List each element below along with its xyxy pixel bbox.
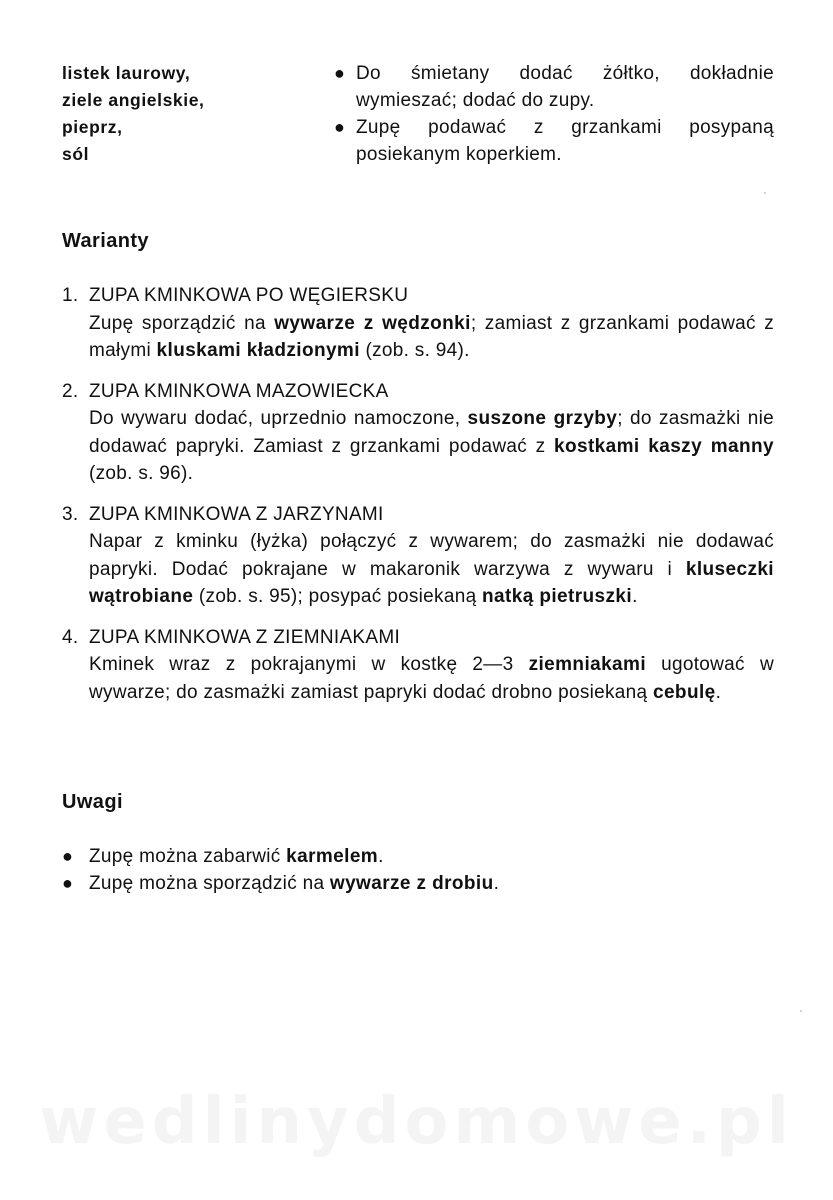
bold-term: ziemniakami [528, 654, 646, 675]
variant-title [62, 624, 774, 652]
variant-description [89, 528, 774, 611]
text-segment: ; do zasmażki nie dodawać papryki. Zamiast z grzankami podawać z [89, 408, 774, 457]
variant-title [62, 378, 774, 406]
ingredient-item: ziele angielskie, [62, 90, 205, 110]
variant-item [62, 378, 774, 488]
watermark-text: wedlinydomowe.pl [39, 1085, 794, 1159]
step-text: Do śmietany dodać żółtko, dokładnie wymieszać; dodać do zupy. [356, 63, 774, 111]
bold-term: kluseczki wątrobiane [89, 558, 774, 607]
step-text: Zupę podawać z grzankami posypaną posiekanym koperkiem. [356, 117, 774, 165]
notes-heading: Uwagi [62, 791, 123, 813]
text-segment: Kminek wraz z pokrajanymi w kostkę 2—3 [89, 654, 529, 675]
scan-speck [800, 1010, 802, 1012]
variant-description [89, 310, 774, 365]
ingredient-item: listek laurowy, [62, 63, 191, 83]
variant-title [62, 282, 774, 310]
text-segment: . [493, 873, 500, 894]
bold-term: wywarze z drobiu [329, 873, 494, 894]
variant-number: 1. [62, 285, 79, 306]
text-segment: . [378, 846, 384, 867]
variant-number: 2. [62, 380, 79, 402]
text-segment: Zupę można zabarwić [89, 846, 287, 867]
text-segment: (zob. s. 95); posypać posiekaną [193, 586, 483, 607]
text-segment: ugotować w wywarze; do zasmażki zamiast papryki dodać drobno posiekaną [89, 654, 774, 703]
variant-title-text: ZUPA KMINKOWA Z JARZYNAMI [89, 503, 384, 525]
bullet-icon: ● [334, 63, 346, 83]
variants-heading: Warianty [62, 230, 149, 252]
variant-title [62, 501, 774, 529]
bold-term: kostkami kaszy manny [554, 435, 774, 457]
note-item [62, 870, 774, 897]
bullet-icon: ● [62, 846, 74, 866]
bold-term: natką pietruszki [482, 586, 633, 607]
note-item [62, 843, 774, 870]
variant-description [89, 651, 774, 706]
text-segment: Napar z kminku (łyżka) połączyć z wywarem; do zasmażki nie dodawać papryki. Dodać pokrajane w makaronik warzywa z wywaru i [89, 531, 774, 580]
step-item [334, 60, 774, 114]
text-segment: ; zamiast z grzankami podawać z małymi [89, 312, 775, 361]
variant-description [89, 405, 774, 488]
bold-term: suszone grzyby [467, 408, 618, 429]
bold-term: karmelem [286, 846, 379, 867]
note-text [89, 843, 384, 870]
preparation-steps [334, 60, 774, 168]
ingredient-item: sól [62, 144, 90, 164]
ingredient-item: pieprz, [62, 117, 123, 137]
bold-term: wywarze z wędzonki [274, 312, 471, 334]
ingredients-list [62, 60, 312, 168]
variant-number: 4. [62, 626, 79, 648]
text-segment: Zupę sporządzić na [89, 312, 275, 334]
variant-title-text: ZUPA KMINKOWA Z ZIEMNIAKAMI [89, 626, 401, 648]
text-segment: (zob. s. 96). [89, 463, 194, 484]
text-segment: Do wywaru dodać, uprzednio namoczone, [89, 408, 468, 429]
variants-list [62, 282, 774, 719]
note-text [89, 870, 499, 897]
bullet-icon: ● [62, 873, 74, 893]
step-item [334, 114, 774, 168]
variant-item [62, 501, 774, 611]
variant-title-text: ZUPA KMINKOWA MAZOWIECKA [89, 380, 389, 402]
text-segment: . [632, 586, 638, 607]
bold-term: kluskami kładzionymi [156, 340, 360, 361]
text-segment: . [715, 681, 722, 703]
variant-title-text: ZUPA KMINKOWA PO WĘGIERSKU [89, 285, 409, 306]
variant-item [62, 624, 774, 707]
text-segment: Zupę można sporządzić na [89, 873, 330, 894]
scan-speck [764, 192, 766, 194]
notes-list [62, 843, 774, 897]
variant-item [62, 282, 774, 365]
text-segment: (zob. s. 94). [359, 340, 470, 361]
variant-number: 3. [62, 503, 79, 525]
bold-term: cebulę [653, 681, 716, 703]
bullet-icon: ● [334, 117, 346, 137]
